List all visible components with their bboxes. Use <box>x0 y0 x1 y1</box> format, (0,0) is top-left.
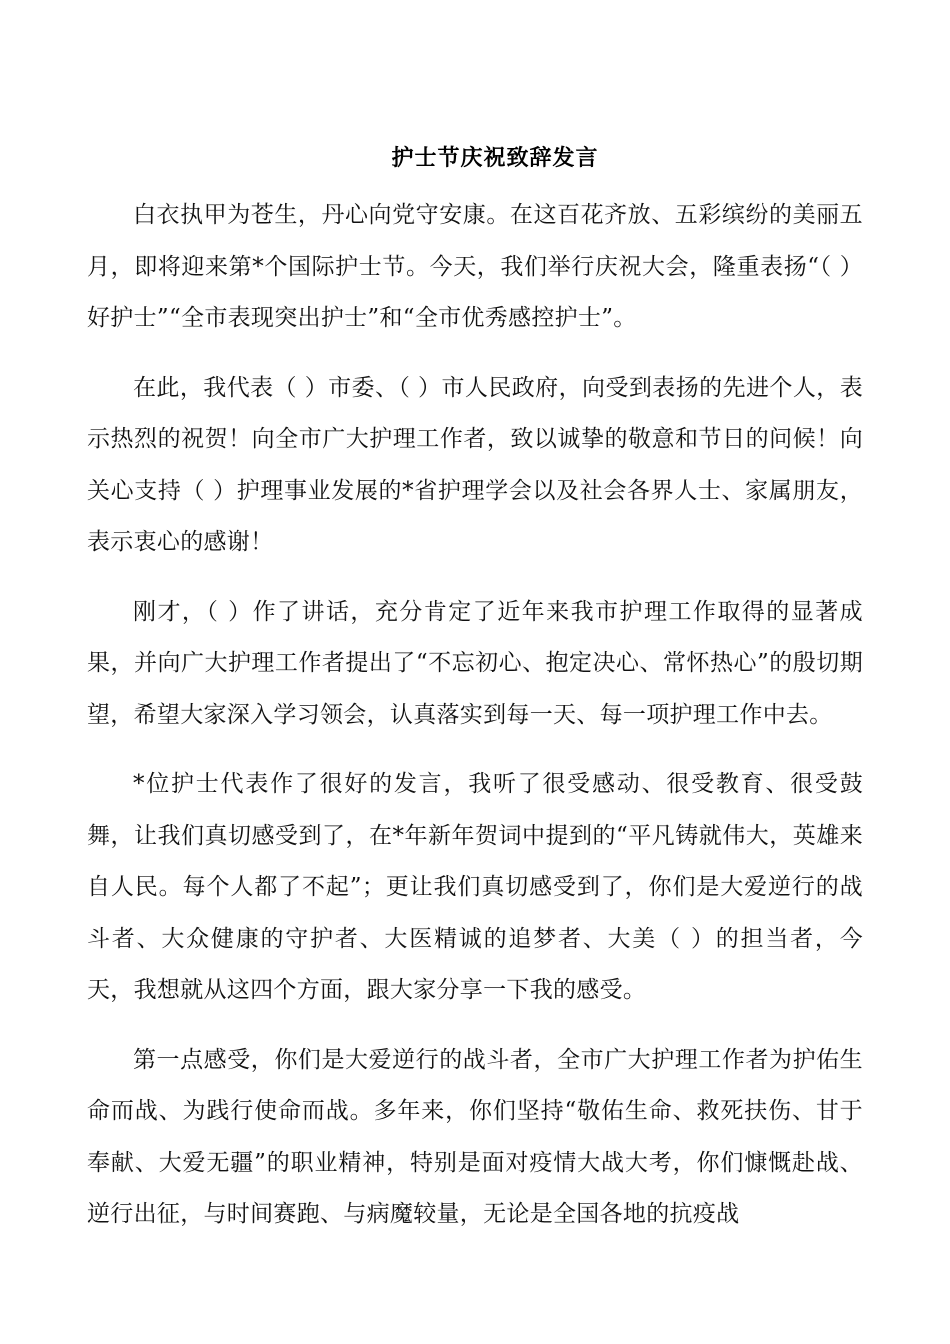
paragraph: 刚才，（ ）作了讲话，充分肯定了近年来我市护理工作取得的显著成果，并向广大护理工作者提出了“不忘初心、抱定决心、常怀热心”的殷切期望，希望大家深入学习领会，认真落实到每一天、每一项护理工作中去。 <box>87 598 863 728</box>
paragraph: 白衣执甲为苍生，丹心向党守安康。在这百花齐放、五彩缤纷的美丽五月，即将迎来第*个国际护士节。今天，我们举行庆祝大会，隆重表扬“（ ）好护士”“全市表现突出护士”和“全市优秀感控护士”。 <box>87 202 863 331</box>
paragraph: 第一点感受，你们是大爱逆行的战斗者，全市广大护理工作者为护佑生命而战、为践行使命而战。多年来，你们坚持“敬佑生命、救死扶伤、甘于奉献、大爱无疆”的职业精神，特别是面对疫情大战大考，你们慷慨赴战、逆行出征，与时间赛跑、与病魔较量，无论是全国各地的抗疫战 <box>87 1046 863 1227</box>
paragraph: 在此，我代表（ ）市委、（ ）市人民政府，向受到表扬的先进个人，表示热烈的祝贺！向全市广大护理工作者，致以诚挚的敬意和节日的问候！向关心支持（ ）护理事业发展的*省护理学会以及社会各界人士、家属朋友，表示衷心的感谢！ <box>87 374 863 555</box>
document-body <box>87 190 863 1259</box>
document-title: 护士节庆祝致辞发言 <box>391 145 599 171</box>
paragraph: *位护士代表作了很好的发言，我听了很受感动、很受教育、很受鼓舞，让我们真切感受到了，在*年新年贺词中提到的“平凡铸就伟大，英雄来自人民。每个人都了不起”；更让我们真切感受到了，你们是大爱逆行的战斗者、大众健康的守护者、大医精诚的追梦者、大美（ ）的担当者，今天，我想就从这四个方面，跟大家分享一下我的感受。 <box>87 771 863 1003</box>
